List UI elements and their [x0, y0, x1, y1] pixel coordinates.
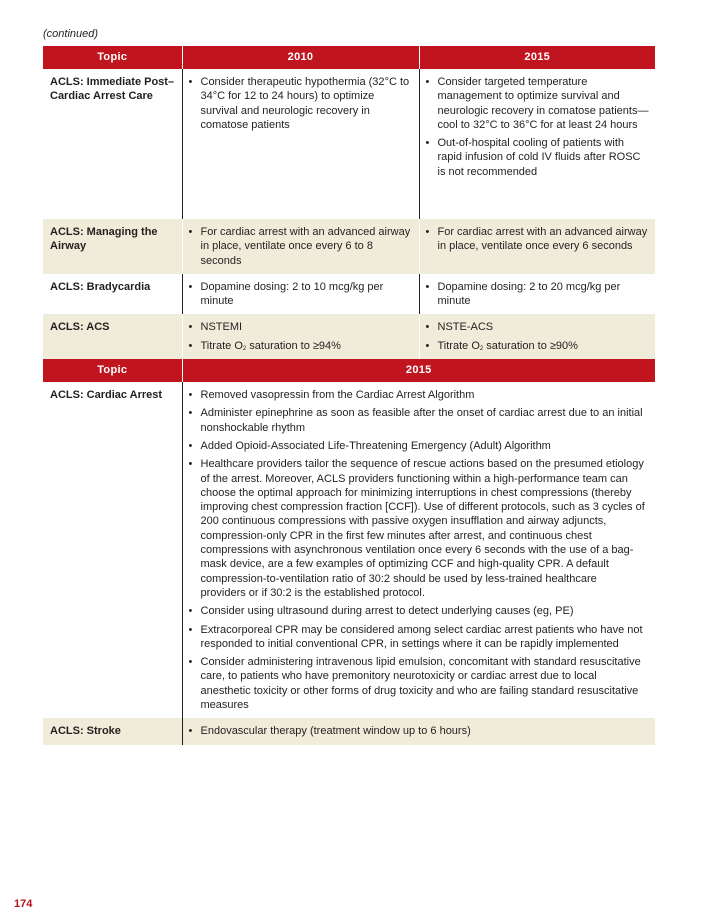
list-item: • Administer epinephrine as soon as feasible after the onset of cardiac arrest due to an initial nonshockable rhythm	[188, 407, 643, 434]
page-number: 174	[14, 898, 33, 910]
cell-2010	[182, 69, 419, 219]
header-2015: 2015	[419, 46, 655, 69]
header-topic: Topic	[43, 359, 182, 382]
table-row	[43, 274, 655, 315]
cell-2015	[182, 718, 655, 744]
cell-2015	[419, 69, 655, 219]
header-row-2015	[43, 359, 655, 382]
list-item: • Consider therapeutic hypothermia (32°C to 34°C for 12 to 24 hours) to optimize survival and neurologic recovery in comatose patients	[188, 76, 410, 131]
guidelines-comparison-table	[43, 46, 655, 745]
row-topic: ACLS: ACS	[43, 314, 182, 359]
table-row	[43, 718, 655, 744]
list-item: • Titrate $O_2$ saturation to ≥90%	[425, 339, 578, 352]
row-topic: ACLS: Stroke	[43, 718, 182, 744]
list-item: • NSTE-ACS	[425, 321, 494, 334]
list-item: • Consider administering intravenous lipid emulsion, concomitant with standard resuscitative care, to patients who have premonitory neurotoxicity or cardiac arrest due to local anesthetic toxicity or other forms of drug toxicity and who are failing standard resuscitative measures	[188, 656, 641, 712]
list-item: • For cardiac arrest with an advanced airway in place, ventilate once every 6 seconds	[425, 226, 648, 253]
cell-2015	[182, 382, 655, 718]
list-item: • Dopamine dosing: 2 to 10 mcg/kg per minute	[188, 280, 384, 308]
list-item: • Consider using ultrasound during arrest to detect underlying causes (eg, PE)	[188, 605, 574, 618]
list-item: • Consider targeted temperature management to optimize survival and neurologic recovery in comatose patients—cool to 32°C to 36°C for at least 24 hours	[425, 76, 649, 131]
list-item: • Out-of-hospital cooling of patients with rapid infusion of cold IV fluids after ROSC is not recommended	[425, 137, 641, 178]
list-item: • For cardiac arrest with an advanced airway in place, ventilate once every 6 to 8 seconds	[188, 226, 411, 267]
cell-2015	[419, 219, 655, 274]
list-item: • Healthcare providers tailor the sequence of rescue actions based on the presumed etiology of the arrest. Moreover, ACLS providers functioning within a high-performance team can choose the optimal approach for minimizing interruptions in chest compressions (thereby improving chest compression fraction [CCF]). Use of different protocols, such as 3 cycles of 200 continuous compressions with passive oxygen insufflation and airway adjuncts, compression-only CPR in the first few minutes after arrest, and continuous chest compressions with asynchronous ventilation once every 6 seconds with the use of a bag-mask device, are a few examples of optimizing CCF and high-quality CPR. A default compression-to-ventilation ratio of 30:2 should be used by less-trained healthcare providers or if 30:2 is the established protocol.	[188, 458, 645, 599]
cell-2010	[182, 274, 419, 315]
continued-label: (continued)	[43, 28, 99, 40]
list-item: • Removed vasopressin from the Cardiac Arrest Algorithm	[188, 389, 475, 402]
cell-2015	[419, 314, 655, 359]
header-2010: 2010	[182, 46, 419, 69]
cell-2010	[182, 314, 419, 359]
table-row	[43, 314, 655, 359]
cell-2010	[182, 219, 419, 274]
row-topic: ACLS: Cardiac Arrest	[50, 389, 163, 402]
table-row	[43, 382, 655, 718]
list-item: • Extracorporeal CPR may be considered among select cardiac arrest patients who have not responded to initial conventional CPR, in settings where it can be rapidly implemented	[188, 623, 643, 650]
header-row-2010-2015	[43, 46, 655, 69]
row-topic: ACLS: Immediate Post–Cardiac Arrest Care	[50, 76, 175, 103]
row-topic: ACLS: Bradycardia	[50, 280, 151, 293]
list-item: • Dopamine dosing: 2 to 20 mcg/kg per minute	[425, 280, 621, 308]
cell-2015	[419, 274, 655, 315]
row-topic: ACLS: Managing the Airway	[43, 219, 182, 274]
table-row	[43, 69, 655, 219]
header-topic: Topic	[43, 46, 182, 69]
list-item: • Added Opioid-Associated Life-Threatening Emergency (Adult) Algorithm	[188, 439, 551, 452]
list-item: • NSTEMI	[188, 321, 243, 334]
list-item: • Titrate $O_2$ saturation to ≥94%	[188, 339, 341, 352]
list-item: • Endovascular therapy (treatment window up to 6 hours)	[188, 725, 471, 738]
table-row	[43, 219, 655, 274]
header-2015: 2015	[182, 359, 655, 382]
